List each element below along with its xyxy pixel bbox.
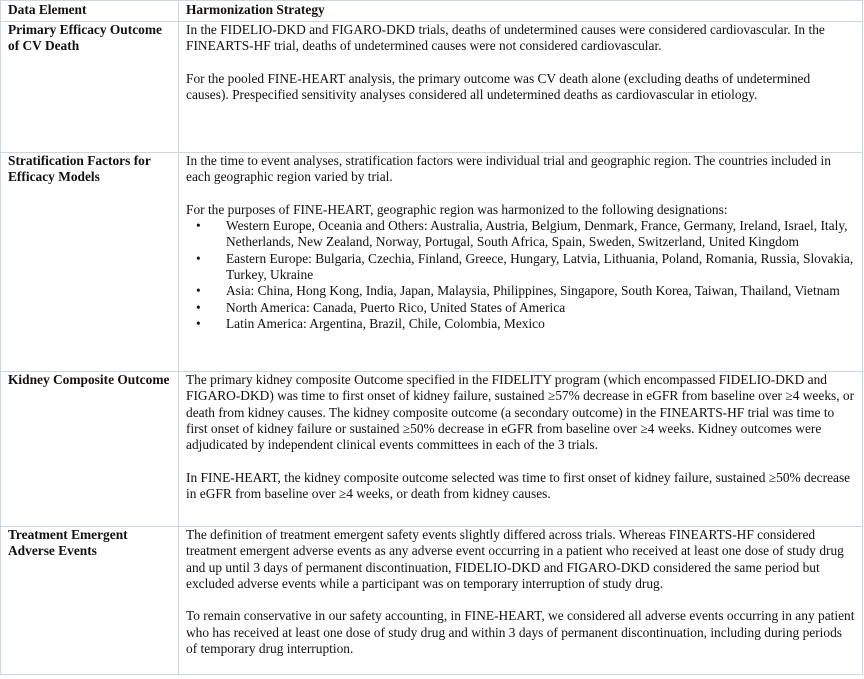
list-item-text: Eastern Europe: Bulgaria, Czechia, Finland, Greece, Hungary, Latvia, Lithuania, Poland, Romania, Russia, Slovakia, Turkey, Ukraine	[226, 250, 854, 283]
table-row	[1, 22, 863, 153]
bullet-icon: •	[196, 250, 201, 266]
list-item	[196, 315, 856, 332]
table-row	[1, 153, 863, 372]
row-strategy	[179, 372, 863, 527]
strategy-paragraph: In FINE-HEART, the kidney composite outcome selected was time to first onset of kidney failure, sustained ≥50% decrease in eGFR from baseline over ≥4 weeks, or death from kidney causes.	[186, 469, 851, 502]
list-item	[196, 299, 856, 316]
table-header-row	[1, 1, 863, 22]
list-item	[196, 218, 856, 251]
row-strategy	[179, 527, 863, 675]
list-item-text: Latin America: Argentina, Brazil, Chile, Colombia, Mexico	[226, 315, 545, 331]
strategy-paragraph: For the pooled FINE-HEART analysis, the primary outcome was CV death alone (excluding deaths of undetermined causes). Prespecified sensitivity analyses considered all undetermined deaths as cardiovascular in etiology.	[186, 70, 811, 103]
strategy-paragraph: The primary kidney composite Outcome specified in the FIDELITY program (which encompassed FIDELIO-DKD and FIGARO-DKD) was time to first onset of kidney failure, sustained ≥57% decrease in eGFR from baseline over ≥4 weeks, or death from kidney causes. The kidney composite outcome (a secondary outcome) in the FINEARTS-HF trial was time to first onset of kidney failure or sustained ≥50% decrease in eGFR from baseline over ≥4 weeks. Kidney outcomes were adjudicated by independent clinical events committees in each of the 3 trials.	[186, 372, 855, 453]
row-strategy	[179, 22, 863, 153]
strategy-paragraph: In the time to event analyses, stratification factors were individual trial and geographic region. The countries included in each geographic region varied by trial.	[186, 153, 831, 185]
list-item-text: North America: Canada, Puerto Rico, United States of America	[226, 299, 566, 315]
list-item-text: Western Europe, Oceania and Others: Australia, Austria, Belgium, Denmark, France, Germany, Ireland, Israel, Italy, Netherlands, New Zealand, Norway, Portugal, South Africa, Spain, Sweden, Switzerland, United Kingdom	[226, 218, 848, 250]
header-harmonization-strategy: Harmonization Strategy	[179, 1, 863, 22]
row-element-label: Primary Efficacy Outcome of CV Death	[1, 22, 179, 153]
strategy-paragraph: To remain conservative in our safety accounting, in FINE-HEART, we considered all adverse events occurring in any patient who has received at least one dose of study drug and within 3 days of permanent discontinuation, including during periods of temporary drug interruption.	[186, 608, 855, 657]
list-item-text: Asia: China, Hong Kong, India, Japan, Malaysia, Philippines, Singapore, South Korea, Taiwan, Thailand, Vietnam	[226, 283, 840, 299]
bullet-icon: •	[196, 299, 201, 315]
list-item	[196, 250, 856, 284]
bullet-icon: •	[196, 218, 201, 234]
bullet-icon: •	[196, 283, 201, 299]
row-element-label: Kidney Composite Outcome	[1, 372, 179, 527]
table-row	[1, 372, 863, 527]
bullet-icon: •	[196, 315, 201, 331]
header-data-element: Data Element	[1, 1, 179, 22]
strategy-paragraph: The definition of treatment emergent safety events slightly differed across trials. Whereas FINEARTS-HF considered treatment emergent adverse events as any adverse event occurring in a patient who received at least one dose of study drug and up until 3 days of permanent discontinuation, FIDELIO-DKD and FIGARO-DKD considered the same period but excluded adverse events while a participant was on temporary interruption of study drug.	[186, 527, 844, 591]
table-row	[1, 527, 863, 675]
region-list	[186, 218, 856, 332]
list-item	[196, 283, 856, 299]
strategy-paragraph: For the purposes of FINE-HEART, geographic region was harmonized to the following designations:	[186, 201, 728, 217]
row-element-label: Stratification Factors for Efficacy Models	[1, 153, 179, 372]
strategy-paragraph: In the FIDELIO-DKD and FIGARO-DKD trials, deaths of undetermined causes were considered cardiovascular. In the FINEARTS-HF trial, deaths of undetermined causes were not considered cardiovascular.	[186, 22, 825, 54]
row-strategy	[179, 153, 863, 372]
row-element-label: Treatment Emergent Adverse Events	[1, 527, 179, 675]
